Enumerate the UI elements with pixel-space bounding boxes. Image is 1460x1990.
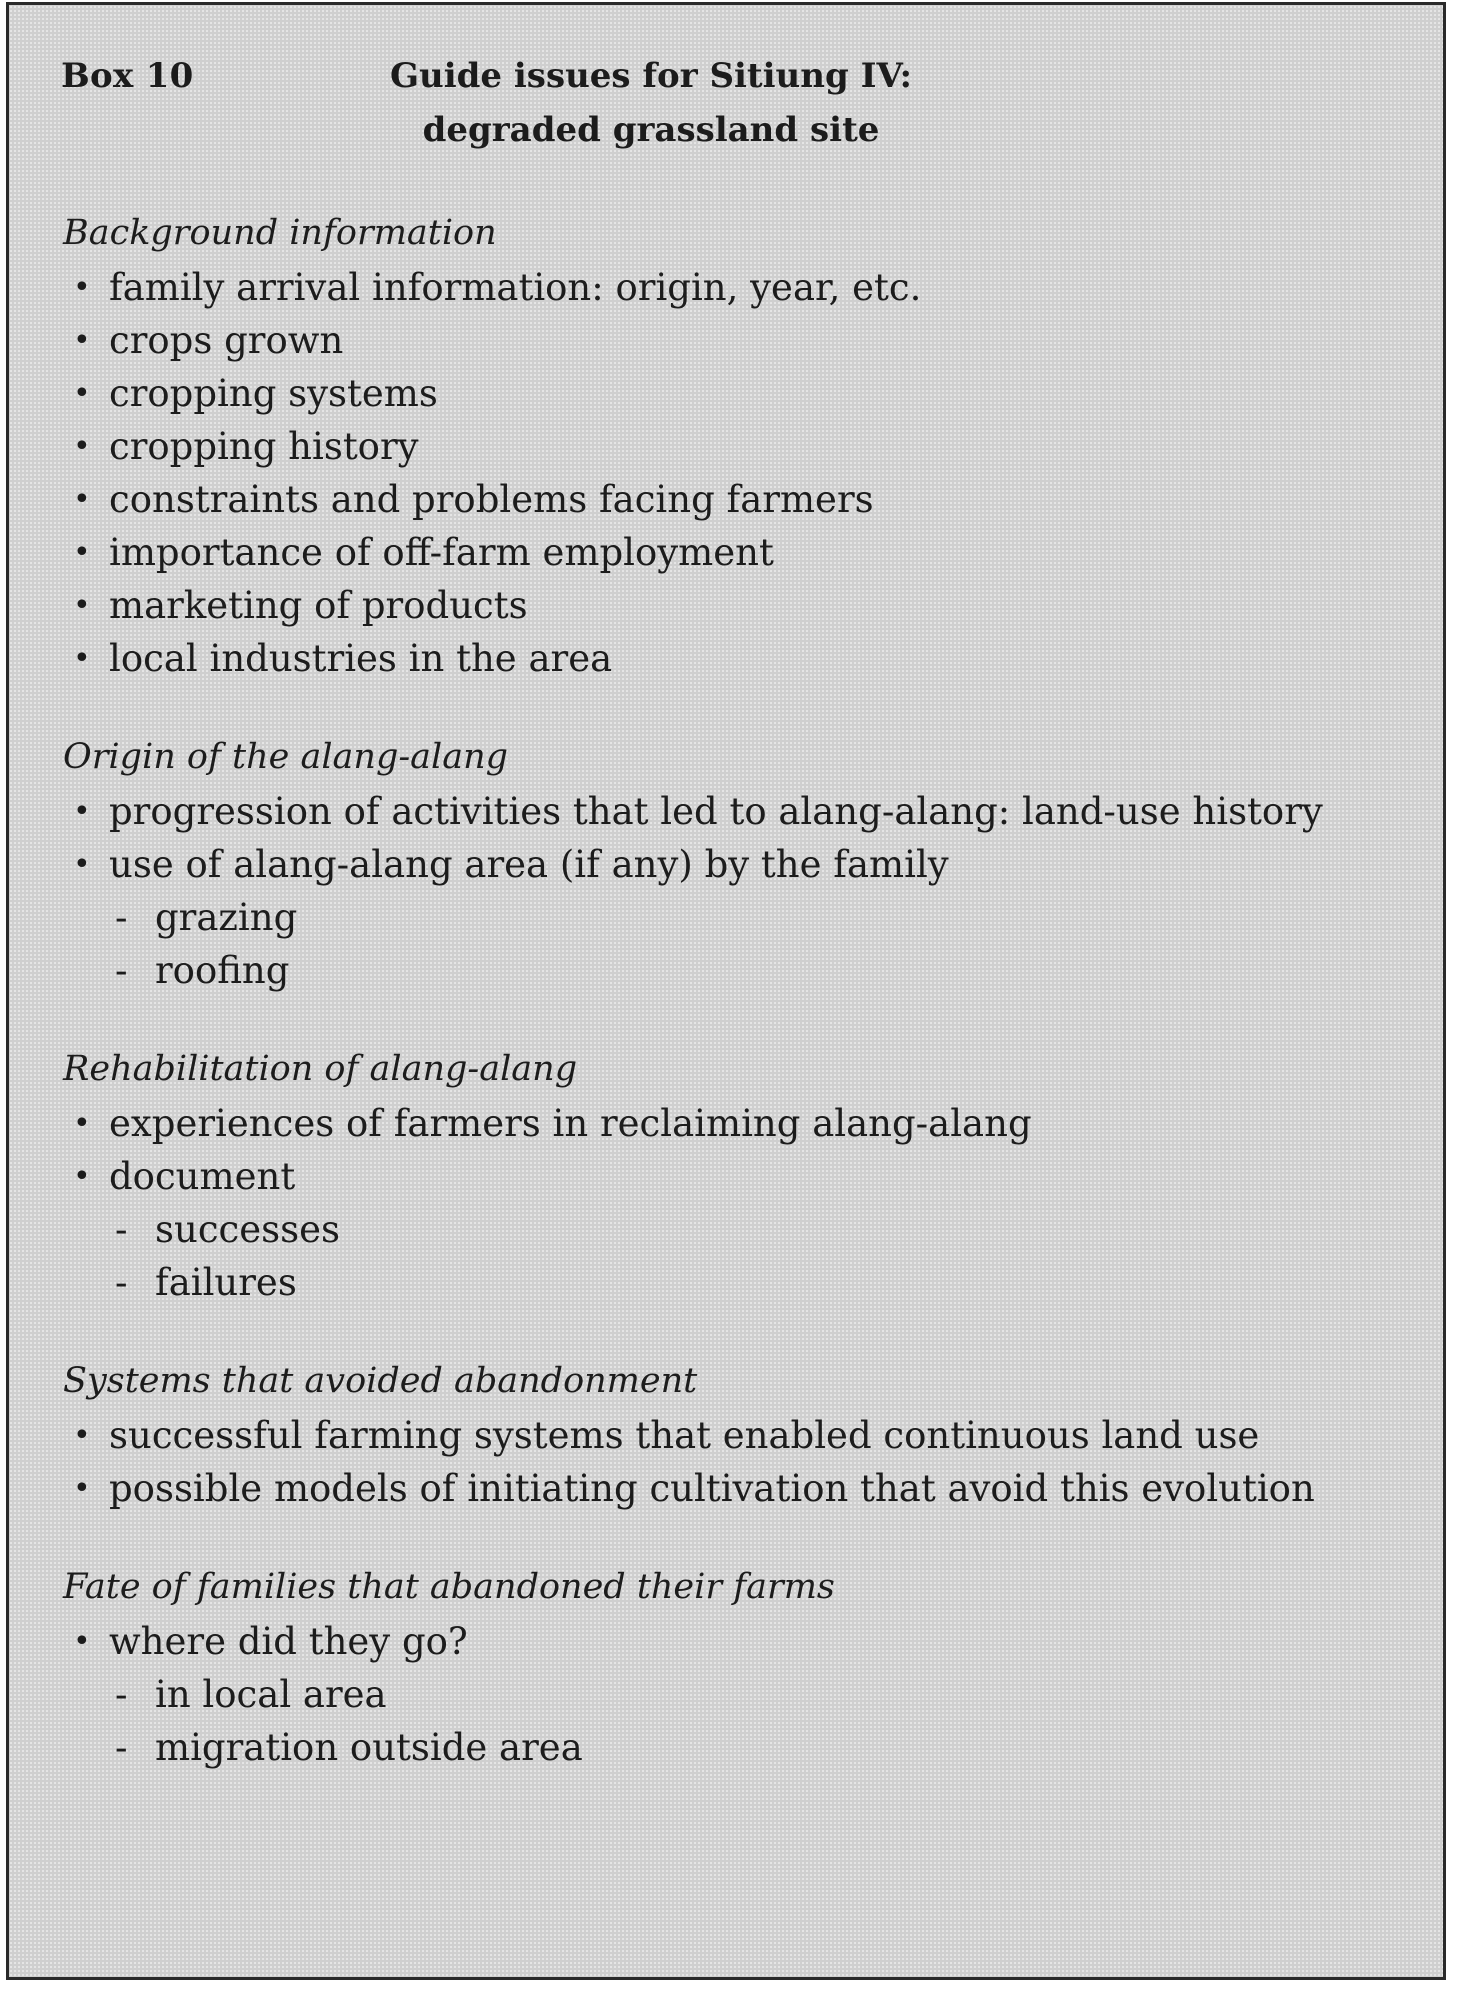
bullet-icon: • <box>73 1106 91 1141</box>
box-label: Box 10 <box>61 56 194 96</box>
section-origin-of-alang-alang <box>63 731 1393 997</box>
sub-list-item: - successes <box>63 1203 1393 1256</box>
bullet-icon: • <box>73 1471 91 1506</box>
bullet-icon: • <box>73 376 91 411</box>
dash-icon: - <box>115 896 128 939</box>
list-item: • cropping systems <box>63 367 1393 420</box>
dash-icon: - <box>115 1208 128 1251</box>
sub-list-item: - failures <box>63 1256 1393 1309</box>
box-title-line-2: degraded grassland site <box>422 110 880 150</box>
section-rehabilitation-of-alang-alang <box>63 1043 1393 1309</box>
bullet-icon: • <box>73 794 91 829</box>
bullet-icon: • <box>73 482 91 517</box>
list-item: • local industries in the area <box>63 632 1393 685</box>
box-title <box>371 49 931 157</box>
box-title-line-1: Guide issues for Sitiung IV: <box>389 56 913 96</box>
bullet-icon: • <box>73 588 91 623</box>
sub-list-item: - in local area <box>63 1668 1393 1721</box>
box-content <box>63 207 1393 1820</box>
list-item: • crops grown <box>63 314 1393 367</box>
section-heading: Origin of the alang-alang <box>63 737 509 777</box>
bullet-icon: • <box>73 1418 91 1453</box>
bullet-icon: • <box>73 1159 91 1194</box>
section-heading: Rehabilitation of alang-alang <box>63 1049 578 1089</box>
section-heading: Background information <box>63 213 497 253</box>
list-item: • family arrival information: origin, year, etc. <box>63 261 1393 314</box>
list-item: • experiences of farmers in reclaiming alang-alang <box>63 1097 1393 1150</box>
sub-list-item: - grazing <box>63 891 1393 944</box>
sub-list-item: - roofing <box>63 944 1393 997</box>
bullet-icon: • <box>73 429 91 464</box>
section-heading: Fate of families that abandoned their farms <box>63 1567 835 1607</box>
sub-list-item: - migration outside area <box>63 1721 1393 1774</box>
list-item: • cropping history <box>63 420 1393 473</box>
bullet-icon: • <box>73 1624 91 1659</box>
bullet-icon: • <box>73 535 91 570</box>
dash-icon: - <box>115 949 128 992</box>
section-fate-of-families <box>63 1561 1393 1774</box>
dash-icon: - <box>115 1261 128 1304</box>
bullet-icon: • <box>73 323 91 358</box>
list-item: • progression of activities that led to alang-alang: land-use history <box>63 785 1393 838</box>
list-item: • marketing of products <box>63 579 1393 632</box>
list-item: • possible models of initiating cultivation that avoid this evolution <box>63 1462 1393 1515</box>
dash-icon: - <box>115 1726 128 1769</box>
bullet-icon: • <box>73 270 91 305</box>
section-background-information <box>63 207 1393 685</box>
box-header <box>61 49 1391 169</box>
section-systems-that-avoided-abandonment <box>63 1355 1393 1515</box>
list-item: • constraints and problems facing farmers <box>63 473 1393 526</box>
section-heading: Systems that avoided abandonment <box>63 1361 698 1401</box>
text-box <box>6 2 1446 1980</box>
list-item: • use of alang-alang area (if any) by the family <box>63 838 1393 891</box>
dash-icon: - <box>115 1673 128 1716</box>
list-item: • importance of off-farm employment <box>63 526 1393 579</box>
bullet-icon: • <box>73 641 91 676</box>
list-item: • where did they go? <box>63 1615 1393 1668</box>
list-item: • successful farming systems that enabled continuous land use <box>63 1409 1393 1462</box>
list-item: • document <box>63 1150 1393 1203</box>
bullet-icon: • <box>73 847 91 882</box>
